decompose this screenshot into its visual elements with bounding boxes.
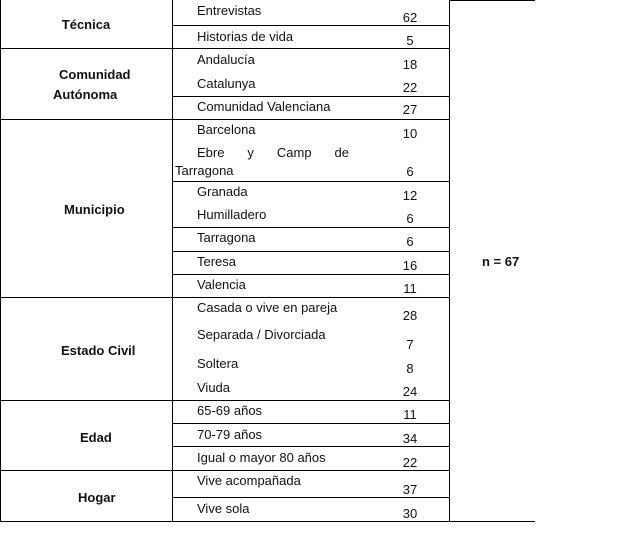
row-item: Soltera	[197, 356, 239, 371]
table-border-col1	[172, 0, 173, 522]
category-label: Técnica	[61, 17, 111, 32]
row-divider	[172, 25, 450, 26]
row-item: Vive sola	[197, 501, 250, 516]
row-item-word: Ebre	[197, 145, 225, 160]
group-divider	[0, 297, 450, 298]
row-divider	[172, 251, 450, 252]
row-item: Barcelona	[197, 122, 256, 137]
category-label: Comunidad	[59, 67, 131, 82]
row-item: Igual o mayor 80 años	[197, 450, 326, 465]
row-item: Viuda	[197, 380, 231, 395]
row-item: Historias de vida	[197, 29, 294, 44]
row-value: 22	[402, 455, 418, 470]
row-item-word: y	[247, 145, 254, 160]
row-value: 7	[406, 337, 414, 352]
row-value: 30	[402, 506, 418, 521]
row-item: Valencia	[197, 277, 246, 292]
row-item-word: de	[334, 145, 349, 160]
row-item: Humilladero	[197, 207, 267, 222]
row-item: Teresa	[197, 254, 237, 269]
row-value: 22	[402, 80, 418, 95]
row-item: Entrevistas	[197, 3, 262, 18]
table-border-col2	[449, 0, 450, 522]
row-item: Separada / Divorciada	[197, 327, 326, 342]
row-value: 28	[402, 308, 418, 323]
row-item-word: Camp	[276, 145, 312, 160]
row-item: Comunidad Valenciana	[197, 99, 331, 114]
row-item: Tarragona	[197, 230, 256, 245]
group-divider	[0, 48, 450, 49]
row-divider	[172, 497, 450, 498]
row-value: 12	[402, 188, 418, 203]
row-item-justified	[197, 145, 349, 160]
group-divider	[0, 470, 450, 471]
row-value: 34	[402, 431, 418, 446]
group-divider	[0, 400, 450, 401]
category-label: Estado Civil	[61, 343, 136, 358]
group-divider	[0, 119, 450, 120]
row-item: Catalunya	[197, 76, 256, 91]
sample-size-total: n = 67	[482, 254, 520, 269]
row-item: Andalucía	[197, 52, 255, 67]
category-label: Municipio	[64, 202, 125, 217]
table-border-bottom	[0, 521, 535, 522]
row-value: 62	[402, 10, 418, 25]
row-value: 11	[403, 281, 417, 296]
row-item: Casada o vive en pareja	[197, 300, 338, 315]
row-value: 6	[406, 164, 414, 179]
row-value: 16	[402, 258, 418, 273]
row-value: 6	[406, 211, 414, 226]
row-value: 18	[402, 57, 418, 72]
category-label: Edad	[80, 430, 112, 445]
row-divider	[172, 96, 450, 97]
table-border-top	[449, 0, 535, 1]
row-value: 27	[402, 102, 418, 117]
category-label: Autónoma	[53, 87, 118, 102]
row-item: 70-79 años	[197, 427, 263, 442]
row-value: 24	[402, 384, 418, 399]
row-value: 6	[406, 234, 414, 249]
row-item: Granada	[197, 184, 248, 199]
row-value: 10	[402, 126, 418, 141]
row-value: 37	[402, 482, 418, 497]
row-value: 8	[406, 361, 414, 376]
row-item: Vive acompañada	[197, 473, 301, 488]
row-value: 5	[406, 33, 414, 48]
row-divider	[172, 181, 450, 182]
row-divider	[172, 274, 450, 275]
row-divider	[172, 446, 450, 447]
row-value: 11	[403, 407, 417, 422]
row-divider	[172, 423, 450, 424]
row-divider	[172, 227, 450, 228]
category-label: Hogar	[78, 490, 116, 505]
row-item: Tarragona	[175, 163, 234, 178]
row-item: 65-69 años	[197, 403, 263, 418]
